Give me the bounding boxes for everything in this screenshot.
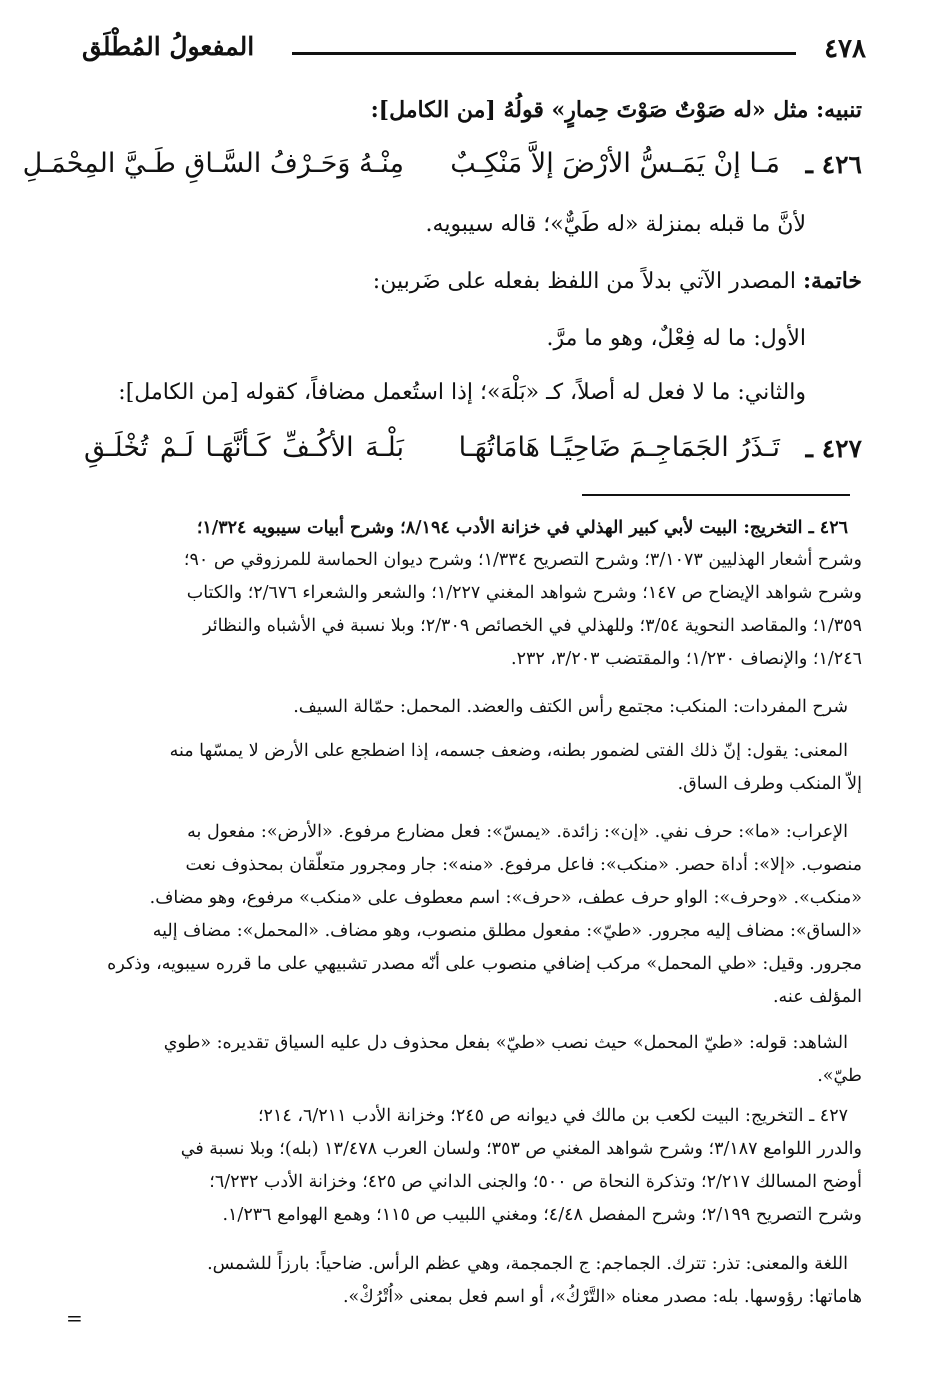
page-number: ٤٧٨ bbox=[824, 34, 866, 64]
verse-426-comment: لأنَّ ما قبله بمنزلة «له طَيٌّ»؛ قاله سيبويه. bbox=[425, 212, 806, 237]
footnote-426-line: ٤٢٦ ـ التخريج: البيت لأبي كبير الهذلي في خزانة الأدب ٨/١٩٤؛ وشرح أبيات سيبويه ١/٣٢٤؛ bbox=[196, 518, 848, 538]
verse-426-hemistich-2: مِنْـهُ وَحَـرْفُ السَّـاقِ طَـيَّ المِحْمَـلِ bbox=[22, 148, 404, 179]
footnote-427-line: وشرح التصريح ٢/١٩٩؛ وشرح المفصل ٤/٤٨؛ ومغني اللبيب ص ١١٥؛ وهمع الهوامع ١/٢٣٦. bbox=[222, 1205, 862, 1225]
footnote-426-line: وشرح شواهد الإيضاح ص ١٤٧؛ وشرح شواهد المغني ١/٢٢٧؛ والشعر والشعراء ٢/٦٧٦؛ والكتاب bbox=[186, 583, 862, 603]
irab-line: منصوب. «إلا»: أداة حصر. «منكب»: فاعل مرفوع. «منه»: جار ومجرور متعلّقان بمحذوف نعت bbox=[185, 855, 862, 875]
meaning-line: إلاّ المنكب وطرف الساق. bbox=[677, 774, 862, 794]
conclusion-label: خاتمة: bbox=[802, 268, 862, 294]
page-header bbox=[82, 28, 866, 76]
footnote-426-line: ١/٣٥٩؛ والمقاصد النحوية ٣/٥٤؛ وللهذلي في الخصائص ٢/٣٠٩؛ وبلا نسبة في الأشباه والنظائر bbox=[203, 616, 862, 636]
footnote-427-line: أوضح المسالك ٢/٢١٧؛ وتذكرة النحاة ص ٥٠٠؛ والجنى الداني ص ٤٢٥؛ وخزانة الأدب ٦/٢٣٢؛ bbox=[209, 1172, 862, 1192]
header-rule bbox=[292, 52, 796, 55]
continuation-mark: = bbox=[66, 1306, 83, 1330]
vocabulary-line: شرح المفردات: المنكب: مجتمع رأس الكتف والعضد. المحمل: حمّالة السيف. bbox=[293, 697, 848, 717]
irab-line: المؤلف عنه. bbox=[772, 987, 862, 1007]
note-line: تنبيه: مثل «له صَوْتٌ صَوْتَ حِمارٍ» قولُهُ [من الكامل]: bbox=[370, 97, 862, 123]
verse-427-hemistich-1: تَـذَرُ الجَمَاجِـمَ ضَاحِيًـا هَامَاتُهَـا bbox=[458, 432, 780, 463]
footnote-426-line: ١/٢٤٦؛ والإنصاف ١/٢٣٠؛ والمقتضب ٣/٢٠٣، ٢٣٢. bbox=[511, 649, 862, 669]
verse-427-hemistich-2: بَلْـهَ الأكُـفِّ كَـأنَّهَـا لَـمْ تُخْلَـقِ bbox=[84, 432, 404, 463]
footnote-427-line: والدرر اللوامع ٣/١٨٧؛ وشرح شواهد المغني ص ٣٥٣؛ ولسان العرب ١٣/٤٧٨ (بله)؛ وبلا نسبة في bbox=[180, 1139, 862, 1159]
footnote-426-line: وشرح أشعار الهذليين ٣/١٠٧٣؛ وشرح التصريح ١/٣٣٤؛ وشرح ديوان الحماسة للمرزوقي ص ٩٠؛ bbox=[183, 550, 862, 570]
irab-line: «الساق»: مضاف إليه مجرور. «طيّ»: مفعول مطلق منصوب، وهو مضاف. «المحمل»: مضاف إليه bbox=[152, 921, 862, 941]
shahid-line: طيّ». bbox=[817, 1066, 862, 1086]
irab-line: مجرور. وقيل: «طي المحمل» مركب إضافي منصوب على أنّه مصدر تشبيهي على ما قرره سيبويه، وذكره bbox=[107, 954, 862, 974]
running-title: المفعولُ المُطْلَق bbox=[82, 32, 255, 61]
verse-426-number: ٤٢٦ ـ bbox=[805, 150, 862, 179]
verse-427-number: ٤٢٧ ـ bbox=[805, 434, 862, 463]
irab-line: «منكب». «وحرف»: الواو حرف عطف، «حرف»: اسم معطوف على «منكب» مرفوع، وهو مضاف. bbox=[149, 888, 862, 908]
lugha-line: هاماتها: رؤوسها. بله: مصدر معناه «التَّرْكُ»، أو اسم فعل بمعنى «اُتْرُكْ». bbox=[342, 1287, 862, 1307]
footnote-separator bbox=[582, 494, 850, 496]
first-type-line: الأول: ما له فِعْلٌ، وهو ما مرَّ. bbox=[546, 326, 806, 351]
irab-line: الإعراب: «ما»: حرف نفي. «إن»: زائدة. «يمسّ»: فعل مضارع مرفوع. «الأرض»: مفعول به bbox=[187, 822, 848, 842]
conclusion-line bbox=[373, 268, 862, 295]
footnote-427-line: ٤٢٧ ـ التخريج: البيت لكعب بن مالك في ديوانه ص ٢٤٥؛ وخزانة الأدب ٦/٢١١، ٢١٤؛ bbox=[257, 1106, 848, 1126]
meaning-line: المعنى: يقول: إنّ ذلك الفتى لضمور بطنه، وضعف جسمه، إذا اضطجع على الأرض لا يمسّها منه bbox=[169, 741, 848, 761]
conclusion-text: المصدر الآتي بدلاً من اللفظ بفعله على ضَربين: bbox=[372, 269, 796, 294]
second-type-line: والثاني: ما لا فعل له أصلاً، كـ «بَلْهَ»؛ إذا استُعمل مضافاً، كقوله [من الكامل]: bbox=[118, 380, 806, 405]
verse-426-hemistich-1: مَـا إنْ يَمَـسُّ الأرْضَ إلاَّ مَنْكِـبٌ bbox=[450, 148, 780, 179]
shahid-line: الشاهد: قوله: «طيّ المحمل» حيث نصب «طيّ» بفعل محذوف دل عليه السياق تقديره: «طوي bbox=[163, 1033, 848, 1053]
lugha-line: اللغة والمعنى: تذر: تترك. الجماجم: ج الجمجمة، وهي عظم الرأس. ضاحياً: بارزاً للشمس. bbox=[207, 1254, 848, 1274]
